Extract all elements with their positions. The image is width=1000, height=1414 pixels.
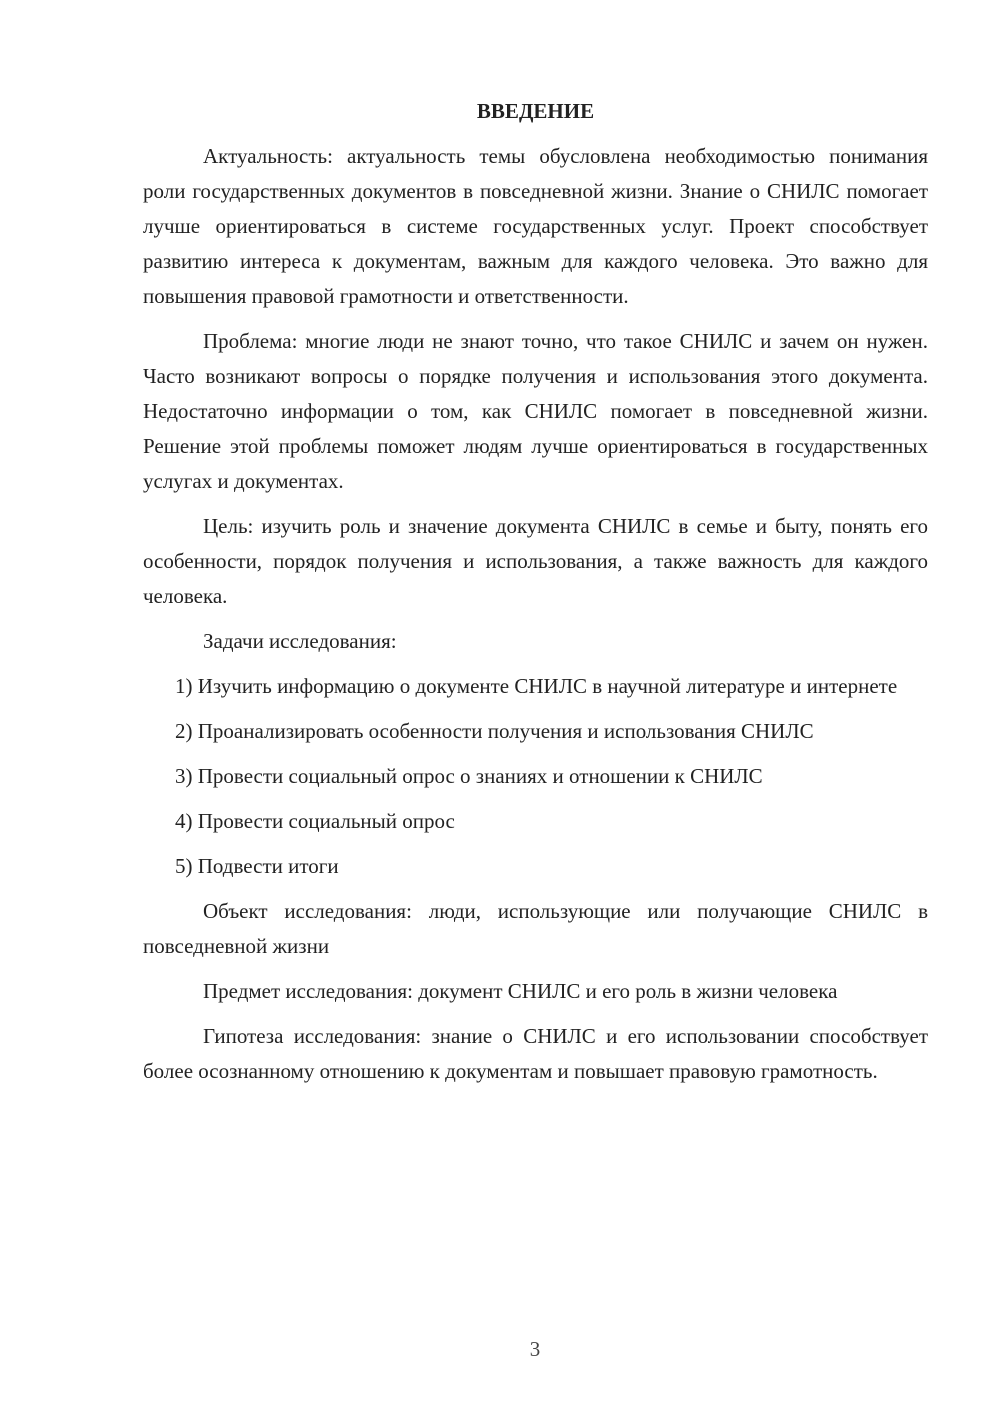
section-title: ВВЕДЕНИЕ	[476, 99, 595, 123]
task-item-5: 5) Подвести итоги	[175, 854, 339, 878]
paragraph-goal: Цель: изучить роль и значение документа СНИЛС в семье и быту, понять его особенности, порядок получения и использования, а также важность для каждого человека.	[143, 514, 928, 608]
paragraph-tasks-heading: Задачи исследования:	[203, 629, 397, 653]
paragraph-relevance: Актуальность: актуальность темы обусловлена необходимостью понимания роли государственных документов в повседневной жизни. Знание о СНИЛС помогает лучше ориентироваться в системе государственных услуг. Проект способствует развитию интереса к документам, важным для каждого человека. Это важно для повышения правовой грамотности и ответственности.	[143, 144, 928, 308]
paragraph-object: Объект исследования: люди, использующие или получающие СНИЛС в повседневной жизни	[143, 899, 928, 958]
document-page	[143, 96, 928, 1099]
task-item-1: 1) Изучить информацию о документе СНИЛС в научной литературе и интернете	[175, 674, 898, 698]
paragraph-hypothesis: Гипотеза исследования: знание о СНИЛС и его использовании способствует более осознанному отношению к документам и повышает правовую грамотность.	[143, 1024, 928, 1083]
page-number: 3	[529, 1337, 541, 1361]
task-item-2: 2) Проанализировать особенности получения и использования СНИЛС	[175, 719, 814, 743]
task-item-4: 4) Провести социальный опрос	[175, 809, 455, 833]
task-item-3: 3) Провести социальный опрос о знаниях и отношении к СНИЛС	[175, 764, 763, 788]
paragraph-subject: Предмет исследования: документ СНИЛС и его роль в жизни человека	[203, 979, 838, 1003]
paragraph-problem: Проблема: многие люди не знают точно, что такое СНИЛС и зачем он нужен. Часто возникают вопросы о порядке получения и использования этого документа. Недостаточно информации о том, как СНИЛС помогает в повседневной жизни. Решение этой проблемы поможет людям лучше ориентироваться в государственных услугах и документах.	[143, 329, 928, 493]
